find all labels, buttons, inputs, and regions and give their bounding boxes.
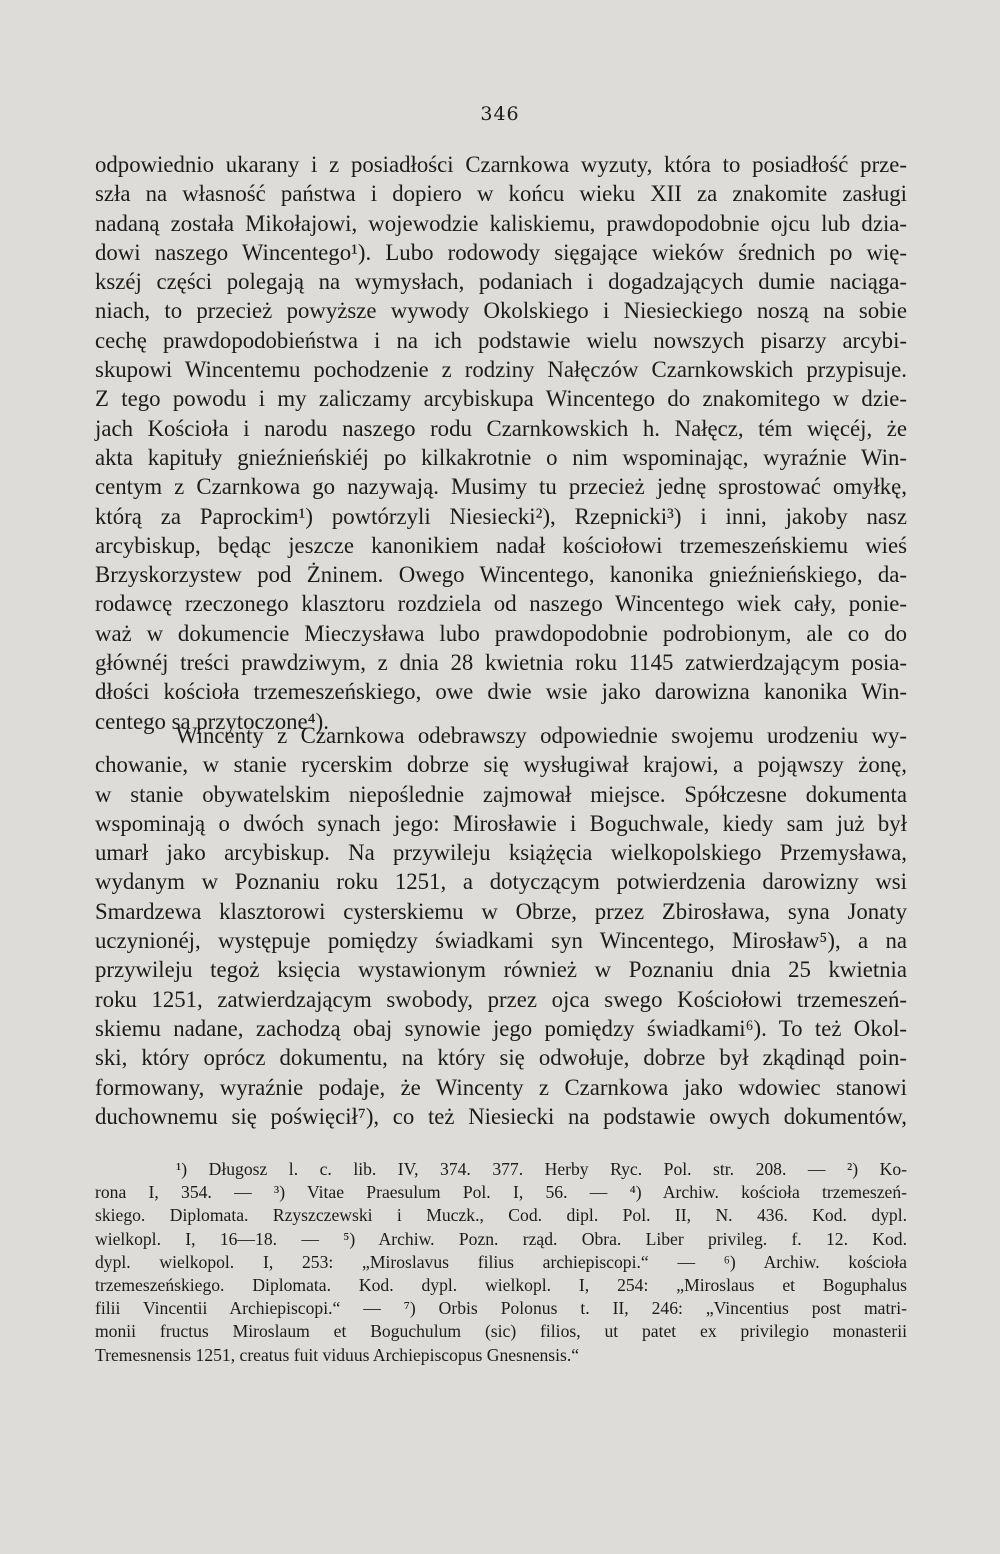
text-line: ski, który oprócz dokumentu, na który się odwołuje, dobrze był zkądinąd poin- [95,1045,907,1071]
page-number: 346 [480,103,520,125]
text-line: akta kapituły gnieźnieńskiéj po kilkakrotnie o nim wspominając, wyraźnie Win- [95,444,907,470]
text-line: którą za Paprockim¹) powtórzyli Niesiecki²), Rzepnicki³) i inni, jakoby nasz [95,503,907,529]
text-line: formowany, wyraźnie podaje, że Wincenty z Czarnkowa jako wdowiec stanowi [95,1074,907,1100]
footnote-line: wielkopl. I, 16—18. — ⁵) Archiw. Pozn. rząd. Obra. Liber privileg. f. 12. Kod. [95,1228,907,1249]
text-line: dłości kościoła trzemeszeńskiego, owe dwie wsie jako darowizna kanonika Win- [95,679,907,705]
text-line: kszéj części polegają na wymysłach, podaniach i dogadzających dumie naciąga- [95,269,907,295]
text-line: odpowiednio ukarany i z posiadłości Czarnkowa wyzuty, która to posiadłość prze- [95,152,907,177]
text-line: duchownemu się poświęcił⁷), co też Niesiecki na podstawie owych dokumentów, [95,1103,907,1129]
text-line: w stanie obywatelskim niepoślednie zajmował miejsce. Spółczesne dokumenta [95,781,907,807]
text-line: przywileju tegoż księcia wystawionym również w Poznaniu dnia 25 kwietnia [95,957,907,983]
text-line: wydanym w Poznaniu roku 1251, a dotyczącym potwierdzenia darowizny wsi [95,869,907,895]
text-line: Smardzewa klasztorowi cysterskiemu w Obrze, przez Zbirosława, syna Jonaty [95,898,907,924]
text-line: umarł jako arcybiskup. Na przywileju książęcia wielkopolskiego Przemysława, [95,840,907,866]
text-line: rodawcę rzeczonego klasztoru rozdziela od naszego Wincentego wiek cały, ponie- [95,591,907,617]
footnote-line: dypl. wielkopol. I, 253: „Miroslavus filius archiepiscopi.“ — ⁶) Archiw. kościoła [95,1251,907,1272]
text-line: waż w dokumencie Mieczysława lubo prawdopodobnie podrobionym, ale co do [95,620,907,646]
text-line: centego są przytoczone⁴). [95,708,329,734]
body-paragraph-2 [95,721,907,1131]
text-line: Brzyskorzystew pod Żninem. Owego Wincentego, kanonika gnieźnieńskiego, da- [95,562,907,588]
text-line: skupowi Wincentemu pochodzenie z rodziny Nałęczów Czarnkowskich przypisuje. [95,357,907,383]
text-line: roku 1251, zatwierdzającym swobody, przez ojca swego Kościołowi trzemeszeń- [95,986,907,1012]
text-line: Z tego powodu i my zaliczamy arcybiskupa Wincentego do znakomitego w dzie- [95,386,907,412]
body-paragraph-1 [95,150,907,736]
text-line: szła na własność państwa i dopiero w końcu wieku XII za znakomite zasługi [95,181,907,207]
footnote-line: filii Vincentii Archiepiscopi.“ — ⁷) Orbis Polonus t. II, 246: „Vincentius post matri- [95,1298,907,1319]
footnote-line: monii fructus Miroslaum et Boguchulum (sic) filios, ut patet ex privilegio monasterii [95,1321,907,1342]
text-line: wspominają o dwóch synach jego: Mirosławie i Boguchwale, kiedy sam już był [95,810,907,836]
footnote-line: Tremesnensis 1251, creatus fuit viduus Archiepiscopus Gnesnensis.“ [95,1344,580,1365]
text-line: centym z Czarnkowa go nazywają. Musimy tu przecież jednę sprostować omyłkę, [95,474,907,500]
footnote-line: ¹) Długosz l. c. lib. IV, 374. 377. Herby Ryc. Pol. str. 208. — ²) Ko- [176,1159,907,1179]
text-line: arcybiskup, będąc jeszcze kanonikiem nadał kościołowi trzemeszeńskiemu wieś [95,532,907,558]
footnotes [95,1158,907,1367]
text-line: jach Kościoła i narodu naszego rodu Czarnkowskich h. Nałęcz, tém więcéj, że [95,415,907,441]
footnote-line: skiego. Diplomata. Rzyszczewski i Muczk., Cod. dipl. Pol. II, N. 436. Kod. dypl. [95,1205,907,1226]
text-line: skiemu nadane, zachodzą obaj synowie jego pomiędzy świadkami⁶). To też Okol- [95,1015,907,1041]
footnote-line: trzemeszeńskiego. Diplomata. Kod. dypl. wielkopl. I, 254: „Miroslaus et Boguphalus [95,1275,907,1296]
text-line: uczynionéj, występuje pomiędzy świadkami syn Wincentego, Mirosław⁵), a na [95,928,907,954]
text-line: Wincenty z Czarnkowa odebrawszy odpowiednie swojemu urodzeniu wy- [176,723,907,748]
text-line: chowanie, w stanie rycerskim dobrze się wysługiwał krajowi, a pojąwszy żonę, [95,752,907,778]
footnote-line: rona I, 354. — ³) Vitae Praesulum Pol. I, 56. — ⁴) Archiw. kościoła trzemeszeń- [95,1182,907,1203]
text-line: głównéj treści prawdziwym, z dnia 28 kwietnia roku 1145 zatwierdzającym posia- [95,650,907,676]
text-line: nadaną została Mikołajowi, wojewodzie kaliskiemu, prawdopodobnie ojcu lub dzia- [95,210,907,236]
text-line: niach, to przecież powyższe wywody Okolskiego i Niesieckiego noszą na sobie [95,298,907,324]
text-line: dowi naszego Wincentego¹). Lubo rodowody sięgające wieków średnich po wię- [95,239,907,265]
text-line: cechę prawdopodobieństwa i na ich podstawie wielu nowszych pisarzy arcybi- [95,327,907,353]
